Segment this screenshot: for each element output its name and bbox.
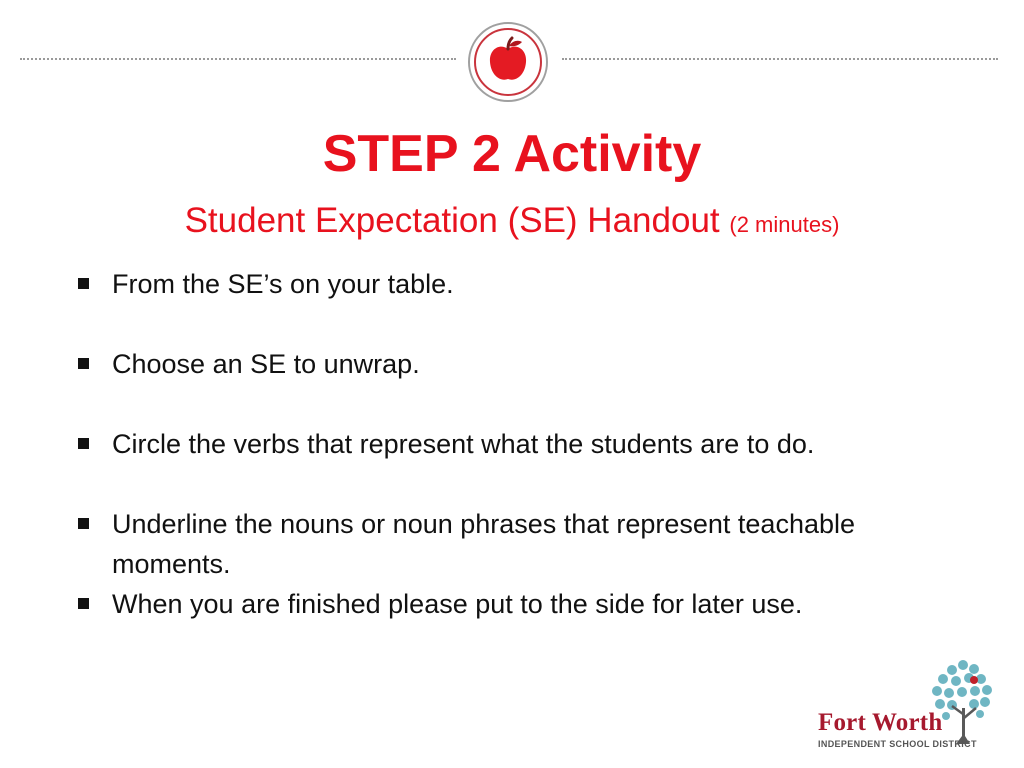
list-item: [76, 344, 956, 384]
logo-name: Fort Worth: [818, 709, 943, 736]
list-item-text: Choose an SE to unwrap.: [112, 349, 420, 379]
list-item: [76, 504, 956, 584]
top-dotted-rule-right: [562, 58, 998, 60]
apple-icon: [467, 21, 549, 103]
logo-subtitle: INDEPENDENT SCHOOL DISTRICT: [818, 739, 977, 749]
square-bullet-icon: [78, 598, 89, 609]
subtitle-note: (2 minutes): [729, 212, 840, 237]
list-item-text: Underline the nouns or noun phrases that represent teachable moments.: [112, 509, 856, 579]
list-item: [76, 264, 956, 304]
list-item-text: From the SE’s on your table.: [112, 269, 454, 299]
subtitle-text: Student Expectation (SE) Handout: [184, 201, 720, 240]
square-bullet-icon: [78, 518, 89, 529]
list-item-text: When you are finished please put to the side for later use.: [112, 589, 803, 619]
list-item: [76, 584, 912, 624]
bullet-list: [76, 264, 956, 624]
square-bullet-icon: [78, 358, 89, 369]
top-dotted-rule-left: [20, 58, 456, 60]
list-item-text: Circle the verbs that represent what the students are to do.: [112, 429, 815, 459]
square-bullet-icon: [78, 438, 89, 449]
slide-title: STEP 2 Activity: [322, 125, 702, 183]
slide-subtitle: [0, 199, 1024, 247]
list-item: [76, 424, 956, 464]
square-bullet-icon: [78, 278, 89, 289]
